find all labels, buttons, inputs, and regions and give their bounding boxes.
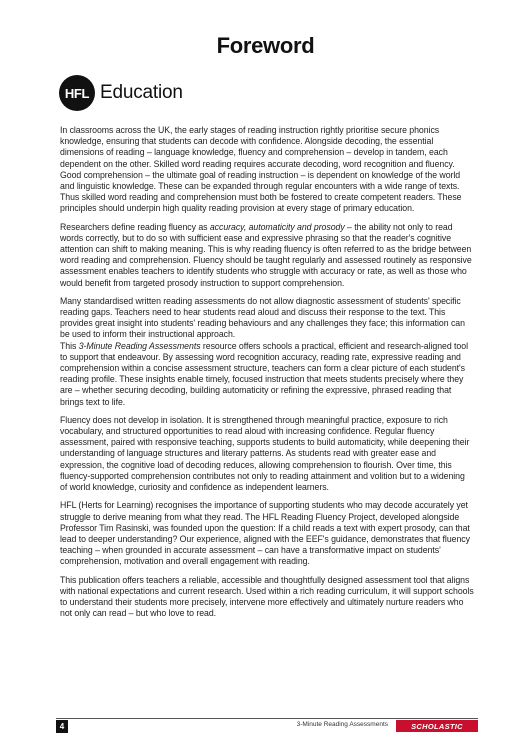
paragraph-5: HFL (Herts for Learning) recognises the importance of supporting students who may decode accurately yet struggle to derive meaning from what they read. The HFL Reading Fluency Project, developed alongside Professor Tim Rasinski, was founded upon the question: If a child reads a text with expert prosody, can that lead to deeper understanding? Our experience, aligned with the EEF's guidance, demonstrates that fluency teaching – when grounded in accurate assessment – can have a transformative impact on students' comprehension, motivation and overall engagement with reading. xyxy=(60,500,470,567)
hfl-education-logo xyxy=(59,75,183,111)
page-footer xyxy=(56,718,478,736)
page-title: Foreword xyxy=(216,33,315,58)
paragraph-2 xyxy=(60,222,474,289)
paragraph-6: This publication offers teachers a reliable, accessible and thoughtfully designed assessment tool that aligns with national expectations and current research. Used within a rich reading curriculum, it will support schools to understand their students more precisely, intervene more effectively and ultimately nurture readers who not only can read – but who love to read. xyxy=(60,574,474,619)
paragraph-2-rest: – the ability not only to read words correctly, but to do so with sufficient ease and expressive phrasing so that the reader's cognitive attention can shift to making meaning. This is why reading fluency is often referred to as the bridge between word reading and comprehension. Fluency should be taught regularly and assessed routinely as responsive assessment enables teachers to identify students who struggle with accuracy or rate, as well as those who would benefit from targeted prosody instruction to support comprehension. xyxy=(60,221,472,288)
paragraph-3b-lead: This xyxy=(60,340,79,351)
paragraph-3b-rest: resource offers schools a practical, efficient and research-aligned tool to support that endeavour. By assessing word recognition accuracy, reading rate, expressive reading and comprehension within a concise assessment structure, teachers can form a clear picture of each student's reading profile. These insights enable timely, focused instruction that meets students precisely where they are – whether securing decoding, building automaticity or refining the expressive, phrased reading that brings text to life. xyxy=(60,340,468,407)
paragraph-3-continued xyxy=(60,341,474,408)
paragraph-1: In classrooms across the UK, the early stages of reading instruction rightly prioritise secure phonics knowledge, ensuring that students can decode with confidence. Alongside decoding, the essential dimensions of reading – language knowledge, fluency and comprehension – develop in tandem, each dependent on the other. Skilled word reading requires accurate decoding, word recognition and fluency. Good comprehension – the ultimate goal of reading instruction – is dependent on knowledge of the world and linguistic knowledge. These can be expanded through regular encounters with a wide range of texts. Thus skilled word reading and comprehension must both be fostered to create competent readers. These principles should underpin high quality reading provision at every stage of primary education. xyxy=(60,125,462,214)
logo-wordmark: Education xyxy=(100,82,183,103)
paragraph-3: Many standardised written reading assessments do not allow diagnostic assessment of students' specific reading gaps. Teachers need to hear students read aloud and discuss their response to the text. This provides great insight into students' reading behaviours and any challenges they face; this information can be used to inform their instructional approach. xyxy=(60,295,465,340)
paragraph-4: Fluency does not develop in isolation. It is strengthened through meaningful practice, exposure to rich vocabulary, and structured opportunities to read aloud with increasing confidence. Regular fluency assessment, paired with responsive teaching, supports students to build automaticity, while deepening their understanding of language structures and literary patterns. As students read with greater ease and expression, the cognitive load of decoding reduces, allowing comprehension to flourish. Over time, this fluency-supported comprehension contributes not only to reading attainment and volition but to a widening of world knowledge, curiosity and confidence as independent learners. xyxy=(60,414,470,493)
footer-divider xyxy=(56,718,478,719)
foreword-body xyxy=(60,125,474,626)
hfl-badge: HFL xyxy=(59,75,95,111)
paragraph-2-lead: Researchers define reading fluency as xyxy=(60,221,210,232)
fluency-definition-emphasis: accuracy, automaticity and prosody xyxy=(209,221,345,232)
running-title: 3-Minute Reading Assessments xyxy=(296,721,388,728)
book-title-emphasis: 3-Minute Reading Assessments xyxy=(78,340,201,351)
page-number: 4 xyxy=(56,720,68,733)
scholastic-logo: SCHOLASTIC xyxy=(396,720,478,732)
